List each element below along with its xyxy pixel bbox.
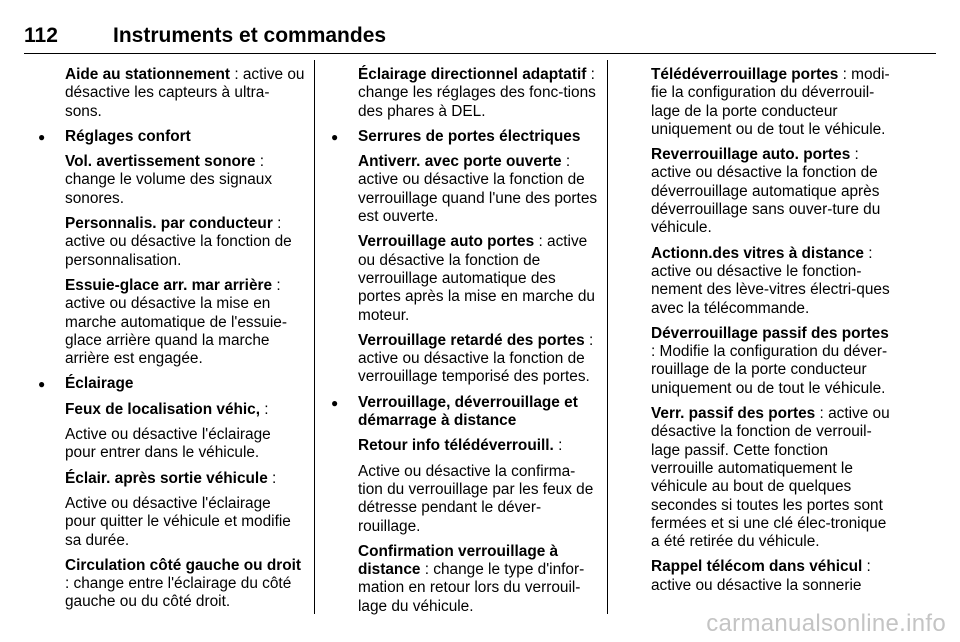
setting-description: : active ou désactive la fonction de verrouillage temporisé des portes. xyxy=(358,331,594,386)
setting-name: Télédéverrouillage portes xyxy=(651,66,839,83)
paragraph xyxy=(358,543,598,616)
bullet-heading: ● Réglages confort xyxy=(65,128,305,146)
paragraph xyxy=(65,153,305,208)
setting-name: Reverrouillage auto. portes xyxy=(651,146,851,164)
paragraph xyxy=(358,66,598,121)
setting-description: : active ou désactive la fonction de déverrouillage automatique après déverrouillage sans ouver-ture du véhicule. xyxy=(651,146,881,237)
paragraph xyxy=(65,401,305,419)
paragraph xyxy=(358,437,598,455)
setting-name: Antiverr. avec porte ouverte xyxy=(358,153,562,171)
setting-description: : xyxy=(260,400,269,418)
bullet-heading: ● Serrures de portes électriques xyxy=(358,128,598,146)
paragraph xyxy=(651,405,891,551)
setting-name: Vol. avertissement sonore xyxy=(65,153,256,171)
setting-description: : xyxy=(553,437,563,455)
paragraph xyxy=(651,558,891,595)
paragraph xyxy=(65,215,305,270)
paragraph xyxy=(651,66,891,139)
setting-description: : active ou désactive la sonnerie xyxy=(651,558,871,594)
setting-description: : active ou désactive les capteurs à ultra-sons. xyxy=(65,66,305,120)
setting-description: : change les réglages des fonc-tions des phares à DEL. xyxy=(358,66,596,120)
setting-name: Feux de localisation véhic, xyxy=(65,400,261,418)
watermark: carmanualsonline.info xyxy=(706,610,946,637)
setting-name: Retour info télédéverrouill. xyxy=(358,437,554,455)
setting-name: Rappel télécom dans véhicul xyxy=(651,558,863,576)
setting-description: : Modifie la configuration du déver-rouillage de la porte conducteur uniquement ou de tout le véhicule. xyxy=(651,343,888,397)
setting-name: Éclairage directionnel adaptatif xyxy=(358,66,587,83)
column-2 xyxy=(358,66,598,623)
paragraph xyxy=(65,66,305,121)
column-3 xyxy=(651,66,891,602)
paragraph xyxy=(65,277,305,368)
setting-description: : active ou désactive la fonction de verrouil-lage passif. Cette fonction verrouille automatiquement le véhicule au bout de quelques secondes si toutes les portes sont fermées et si une clé élec-tronique a été retirée du véhicule. xyxy=(651,405,890,551)
setting-name: Confirmation verrouillage à distance xyxy=(358,542,559,579)
setting-description: : xyxy=(267,469,277,487)
page-header xyxy=(24,24,936,54)
paragraph xyxy=(651,146,891,237)
page-number: 112 xyxy=(24,24,58,47)
setting-name: Circulation côté gauche ou droit xyxy=(65,556,302,574)
bullet-heading: ● Verrouillage, déverrouillage et démarrage à distance xyxy=(358,394,598,431)
paragraph: Active ou désactive l'éclairage pour quitter le véhicule et modifie sa durée. xyxy=(65,494,291,549)
setting-name: Verr. passif des portes xyxy=(651,405,816,423)
setting-description: : change entre l'éclairage du côté gauche ou du côté droit. xyxy=(65,575,292,611)
setting-name: Éclair. après sortie véhicule xyxy=(65,469,268,487)
setting-description: : change le volume des signaux sonores. xyxy=(65,153,273,207)
paragraph xyxy=(651,245,891,318)
paragraph xyxy=(358,153,598,226)
paragraph xyxy=(651,325,891,398)
setting-description: : active ou désactive la fonction de verrouillage automatique des portes après la mise en marche du moteur. xyxy=(358,233,595,324)
setting-name: Actionn.des vitres à distance xyxy=(651,244,864,262)
setting-description: : modi-fie la configuration du déverrouil-lage de la porte conducteur uniquement ou de tout le véhicule. xyxy=(651,66,890,138)
column-divider-2 xyxy=(607,60,608,614)
paragraph xyxy=(65,557,305,612)
setting-description: : active ou désactive la mise en marche automatique de l'essuie-glace arrière quand la marche arrière est engagée. xyxy=(65,276,287,368)
setting-name: Verrouillage retardé des portes xyxy=(358,331,585,349)
paragraph xyxy=(358,332,598,387)
header-rule xyxy=(24,53,936,54)
setting-description: : active ou désactive la fonction de personnalisation. xyxy=(65,215,292,269)
setting-description: : active ou désactive la fonction de verrouillage quand l'une des portes est ouverte. xyxy=(358,153,598,226)
paragraph: Active ou désactive l'éclairage pour entrer dans le véhicule. xyxy=(65,426,271,462)
page-title: Instruments et commandes xyxy=(113,24,387,47)
column-divider-1 xyxy=(314,60,315,614)
setting-name: Essuie-glace arr. mar arrière xyxy=(65,276,273,294)
bullet-heading: ● Éclairage xyxy=(65,375,305,393)
setting-name: Personnalis. par conducteur xyxy=(65,215,273,233)
setting-name: Verrouillage auto portes xyxy=(358,233,535,251)
setting-description: : change le type d'infor-mation en retour lors du verrouil-lage du véhicule. xyxy=(358,561,585,615)
setting-name: Aide au stationnement xyxy=(65,66,231,83)
paragraph xyxy=(65,470,305,488)
paragraph xyxy=(358,233,598,324)
column-1 xyxy=(65,66,305,619)
paragraph: Active ou désactive la confirma-tion du verrouillage par les feux de détresse pendant le déver-rouillage. xyxy=(358,462,594,535)
setting-name: Déverrouillage passif des portes xyxy=(651,324,889,342)
setting-description: : active ou désactive le fonction-nement des lève-vitres électri-ques avec la télécommande. xyxy=(651,244,890,317)
